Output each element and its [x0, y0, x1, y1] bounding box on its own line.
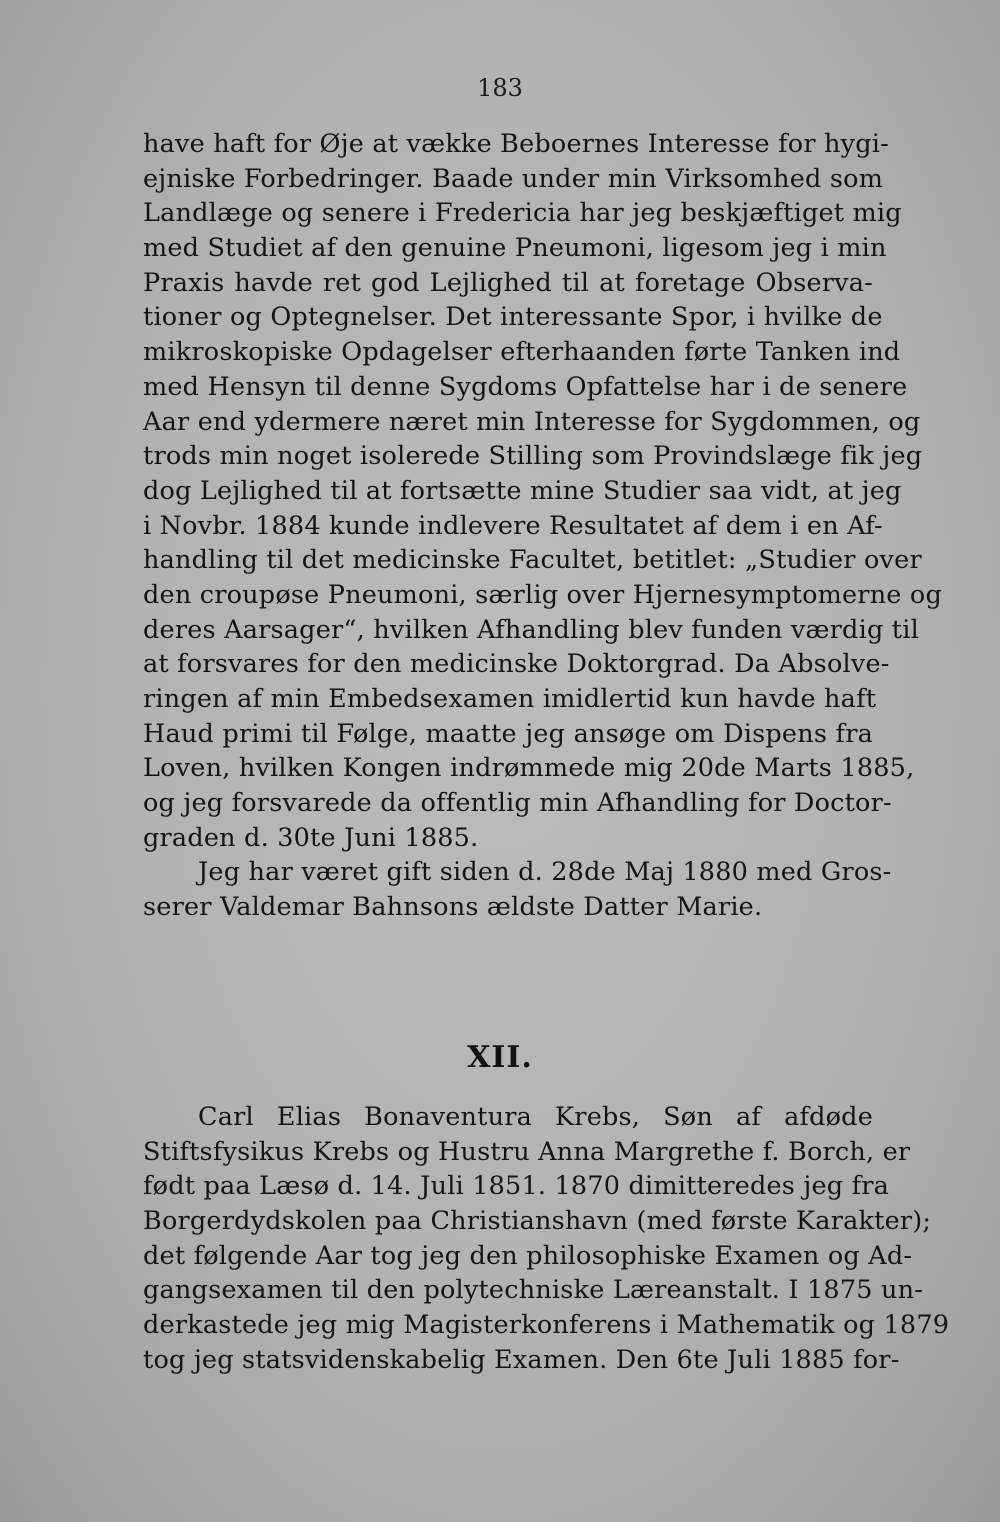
text-line: Jeg har været gift siden d. 28de Maj 1880 med Gros-	[198, 857, 892, 888]
text-line: tioner og Optegnelser. Det interessante Spor, i hvilke de	[143, 302, 883, 333]
text-line: ringen af min Embedsexamen imidlertid kun havde haft	[143, 684, 877, 714]
text-line: handling til det medicinske Facultet, betitlet: „Studier over	[143, 545, 922, 576]
text-line: tog jeg statsvidenskabelig Examen. Den 6te Juli 1885 for-	[143, 1344, 900, 1375]
text-line: gangsexamen til den polytechniske Læreanstalt. I 1875 un-	[143, 1275, 924, 1306]
text-line: mikroskopiske Opdagelser efterhaanden førte Tanken ind	[143, 337, 901, 368]
text-line: Landlæge og senere i Fredericia har jeg beskjæftiget mig	[143, 198, 902, 229]
text-line: at forsvares for den medicinske Doktorgrad. Da Absolve-	[143, 649, 890, 680]
text-line: derkastede jeg mig Magisterkonferens i Mathematik og 1879	[143, 1310, 950, 1341]
page-number: 183	[477, 74, 523, 102]
text-line: dog Lejlighed til at fortsætte mine Studier saa vidt, at jeg	[143, 475, 902, 506]
text-line: Carl Elias Bonaventura Krebs, Søn af afdøde	[198, 1102, 873, 1132]
text-line: med Hensyn til denne Sygdoms Opfattelse har i de senere	[143, 371, 908, 402]
text-line: trods min noget isolerede Stilling som Provindslæge fik jeg	[143, 441, 923, 472]
text-line: Stiftsfysikus Krebs og Hustru Anna Margrethe f. Borch, er	[143, 1136, 911, 1167]
text-line: ejniske Forbedringer. Baade under min Virksomhed som	[143, 163, 884, 194]
text-line: Praxis havde ret god Lejlighed til at foretage Observa-	[143, 267, 873, 298]
text-line: født paa Læsø d. 14. Juli 1851. 1870 dimitteredes jeg fra	[143, 1171, 890, 1202]
text-line: Aar end ydermere næret min Interesse for Sygdommen, og	[143, 406, 921, 437]
text-line: have haft for Øje at vække Beboernes Interesse for hygi-	[143, 129, 889, 159]
text-line: Loven, hvilken Kongen indrømmede mig 20de Marts 1885,	[143, 753, 915, 784]
text-line: med Studiet af den genuine Pneumoni, ligesom jeg i min	[143, 233, 887, 264]
text-line: serer Valdemar Bahnsons ældste Datter Marie.	[143, 892, 763, 923]
main-text-block	[143, 127, 942, 925]
text-line: det følgende Aar tog jeg den philosophiske Examen og Ad-	[143, 1240, 913, 1271]
text-line: graden d. 30te Juni 1885.	[143, 822, 479, 853]
text-line: i Novbr. 1884 kunde indlevere Resultatet af dem i en Af-	[143, 510, 883, 541]
text-line: og jeg forsvarede da offentlig min Afhandling for Doctor-	[143, 788, 892, 819]
text-line: den croupøse Pneumoni, særlig over Hjernesymptomerne og	[143, 579, 942, 610]
text-line: Borgerdydskolen paa Christianshavn (med første Karakter);	[143, 1206, 932, 1237]
section-text-block	[143, 1100, 950, 1378]
section-heading: XII.	[467, 1040, 533, 1075]
text-line: deres Aarsager“, hvilken Afhandling blev funden værdig til	[143, 614, 919, 645]
text-line: Haud primi til Følge, maatte jeg ansøge om Dispens fra	[143, 718, 873, 749]
